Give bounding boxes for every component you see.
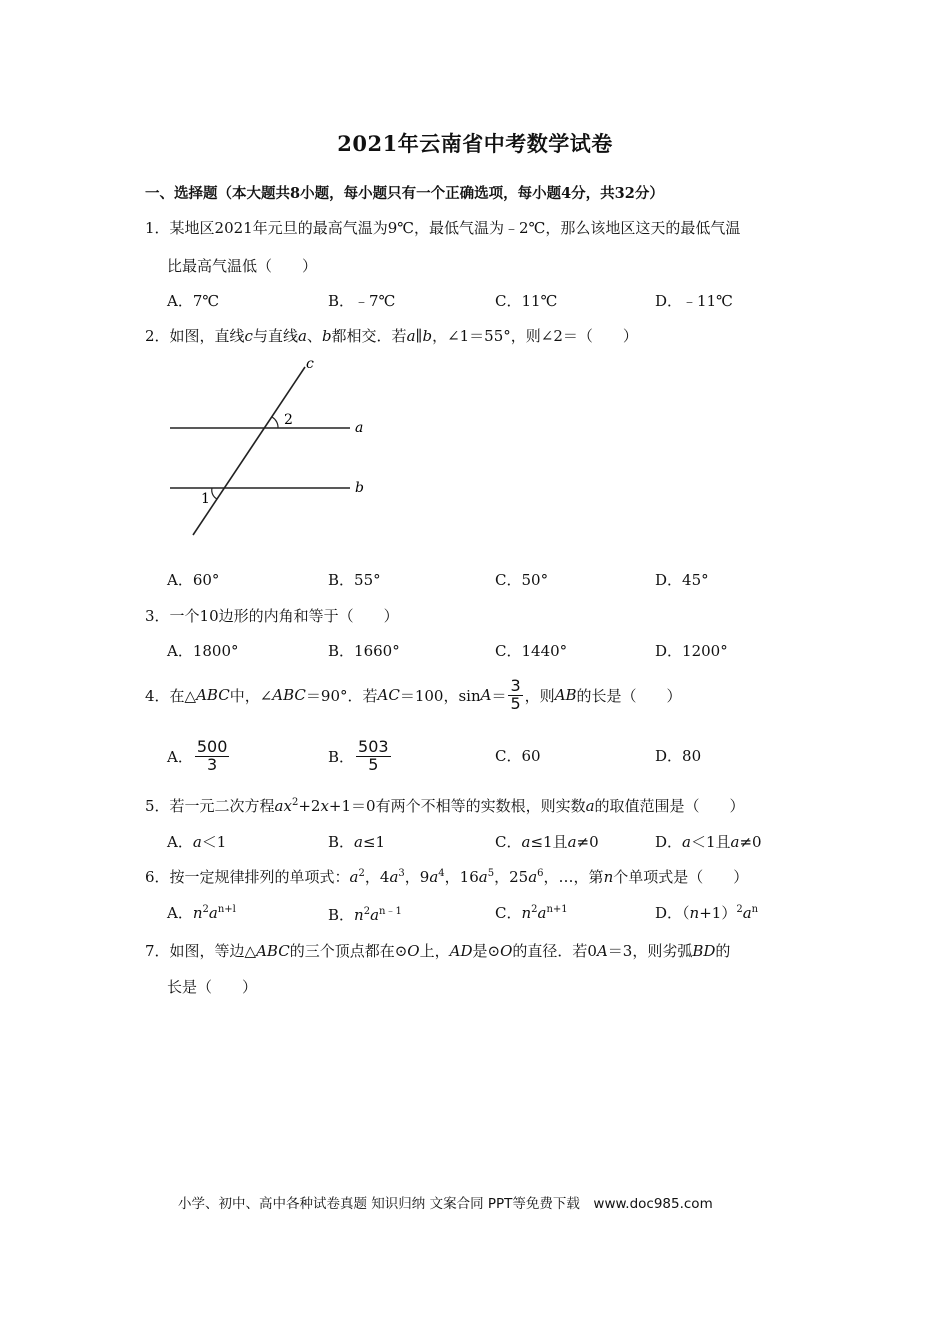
q7-var-abc: ABC	[256, 942, 290, 960]
q4-option-a-label: A．	[167, 747, 193, 766]
q2-option-a: A．60°	[167, 571, 220, 589]
angle-1-arc	[212, 488, 217, 499]
q6-var-n: n	[603, 868, 614, 886]
q7-var-o2: O	[500, 942, 513, 960]
q6-term-4-var: a	[478, 868, 488, 886]
q6-option-d-sup2: n	[751, 904, 759, 915]
q6-option-c-sup1: 2	[531, 904, 538, 915]
q5-text-2: +1＝0有两个不相等的实数根，则实数	[328, 797, 586, 815]
q6-option-c-a: a	[537, 904, 547, 922]
q2-figure	[160, 352, 380, 542]
q5-option-d-text: ＜1且	[690, 833, 731, 851]
q1-option-c: C．11℃	[495, 292, 558, 310]
q6-term-3-coef: 9	[419, 868, 430, 886]
q5-option-a-text: ＜1	[201, 833, 227, 851]
q7-text-4: 是⊙	[472, 942, 501, 960]
q4-fraction	[508, 675, 522, 713]
q4-text-6: 的长是（ ）	[576, 686, 682, 705]
q3-option-b: B．1660°	[328, 642, 400, 660]
q6-ellipsis: …	[558, 868, 574, 886]
q6-option-a-label: A．	[167, 904, 193, 922]
q5-option-c-text: ≤1且	[530, 833, 568, 851]
q2-text-2: 与直线	[252, 327, 298, 345]
q5-option-c	[495, 831, 599, 852]
q2-var-a: a	[297, 327, 307, 345]
q2-stem	[145, 325, 638, 346]
q5-option-d	[655, 831, 762, 852]
q5-option-b	[328, 831, 385, 852]
q4-option-b-num: 503	[358, 736, 389, 756]
q6-sep-4: ，	[494, 868, 510, 886]
q4-option-b-den: 5	[368, 754, 379, 774]
q3-option-d: D．1200°	[655, 642, 728, 660]
q6-option-b-n: n	[354, 906, 364, 924]
q5-option-d-text2: ≠0	[739, 833, 762, 851]
q6-term-5-var: a	[528, 868, 538, 886]
q2-text-3: 都相交．若	[331, 327, 407, 345]
q5-option-d-var2: a	[730, 833, 740, 851]
q4-option-a-fraction	[195, 736, 230, 774]
q6-term-1-exp: 2	[358, 868, 365, 879]
q5-option-c-var2: a	[567, 833, 577, 851]
q1-line1: 1．某地区2021年元旦的最高气温为9℃，最低气温为﹣2℃，那么该地区这天的最低气温	[145, 219, 741, 237]
q2-cond-b: b	[422, 327, 433, 345]
q1-option-b: B．﹣7℃	[328, 292, 396, 310]
q5-text-1: 5．若一元二次方程	[145, 797, 275, 815]
q7-text-3: 上，	[419, 942, 450, 960]
q6-sep-3: ，	[444, 868, 460, 886]
q5-text-3: 的取值范围是（ ）	[594, 797, 745, 815]
q7-text-6: ＝3，则劣弧	[607, 942, 693, 960]
q2-option-c: C．50°	[495, 571, 549, 589]
page-title: 2021年云南省中考数学试卷	[337, 131, 613, 156]
q6-option-b-a: a	[370, 906, 380, 924]
q7-var-o1: O	[407, 942, 420, 960]
q6-option-d-plus: +1）	[699, 904, 737, 922]
footer-text: 小学、初中、高中各种试卷真题 知识归纳 文案合同 PPT等免费下载 www.doc985.com	[178, 1196, 713, 1212]
q6-term-2-var: a	[389, 868, 399, 886]
q4-stem	[145, 673, 682, 717]
q5-option-b-label: B．	[328, 833, 355, 851]
q2-parallel: ∥	[415, 327, 423, 345]
q7-zero: 0	[587, 942, 597, 960]
q6-option-b	[328, 902, 402, 925]
q2-text-sep: 、	[306, 327, 322, 345]
q7-text-5: 的直径．若	[512, 942, 588, 960]
label-b: b	[355, 480, 364, 496]
q4-text-5: ，则	[524, 686, 555, 705]
q6-term-2-exp: 3	[398, 868, 405, 879]
q6-option-d-sup1: 2	[736, 904, 743, 915]
q4-option-b-fraction	[356, 736, 391, 774]
q3-option-c: C．1440°	[495, 642, 568, 660]
q6-option-d-a: a	[742, 904, 752, 922]
label-a: a	[355, 420, 364, 436]
q6-option-d-label: D．	[655, 904, 683, 922]
q6-text-1: 6．按一定规律排列的单项式：	[145, 868, 350, 886]
q4-option-b	[328, 734, 393, 778]
q5-plus: +2	[298, 797, 321, 815]
q4-text-3: ＝90°．若	[305, 686, 378, 705]
q1-option-d: D．﹣11℃	[655, 292, 733, 310]
q6-term-4-exp: 5	[487, 868, 495, 879]
line-c	[193, 367, 305, 535]
q4-var-ab: AB	[554, 686, 577, 704]
q6-sep-5: ，	[543, 868, 559, 886]
q6-option-a	[167, 902, 236, 923]
q5-option-c-text2: ≠0	[576, 833, 599, 851]
q6-term-2-coef: 4	[379, 868, 390, 886]
q5-option-b-text: ≤1	[362, 833, 386, 851]
q6-term-4-coef: 16	[459, 868, 479, 886]
q6-sep-2: ，	[404, 868, 420, 886]
q3-option-a: A．1800°	[167, 642, 239, 660]
q6-term-5-coef: 25	[509, 868, 529, 886]
q6-sep-1: ，	[364, 868, 380, 886]
q6-term-1-var: a	[349, 868, 359, 886]
q5-option-c-var: a	[521, 833, 531, 851]
q2-var-c: c	[244, 327, 253, 345]
q4-option-a-num: 500	[196, 736, 228, 756]
q4-var-ac: AC	[377, 686, 400, 704]
q6-option-a-a: a	[208, 904, 218, 922]
q5-option-b-var: a	[354, 833, 363, 851]
q6-option-a-sup1: 2	[202, 904, 209, 915]
q6-text-3: 个单项式是（ ）	[613, 868, 749, 886]
q2-text-1: 2．如图，直线	[145, 327, 245, 345]
q4-var-a: A	[480, 686, 492, 704]
q6-option-d-open: （	[682, 904, 690, 922]
q5-option-a-label: A．	[167, 833, 193, 851]
q6-term-3-exp: 4	[438, 868, 445, 879]
q6-text-2: ，第	[573, 868, 604, 886]
q6-option-c-label: C．	[495, 904, 522, 922]
q6-option-a-n: n	[192, 904, 203, 922]
label-angle-2: 2	[284, 412, 293, 428]
q4-frac-den: 5	[510, 693, 521, 713]
q6-term-5-exp: 6	[537, 868, 544, 879]
q5-var-ax: ax	[274, 797, 292, 815]
q2-option-b: B．55°	[328, 571, 381, 589]
q4-option-b-label: B．	[328, 747, 355, 766]
q6-term-3-var: a	[429, 868, 439, 886]
q6-option-c-n: n	[521, 904, 532, 922]
q6-option-d	[655, 902, 758, 923]
q7-line1	[145, 940, 730, 961]
q5-var-x: x	[320, 797, 329, 815]
q7-text-7: 的	[715, 942, 731, 960]
q5-option-d-label: D．	[655, 833, 683, 851]
q1-line2: 比最高气温低（ ）	[167, 257, 318, 275]
q1-option-a: A．7℃	[167, 292, 220, 310]
q4-option-a-den: 3	[207, 754, 218, 774]
q5-option-d-var: a	[682, 833, 691, 851]
q5-option-c-label: C．	[495, 833, 522, 851]
q7-var-bd: BD	[692, 942, 716, 960]
q4-text-2: 中，∠	[229, 686, 273, 705]
q6-option-a-sup2: n+l	[217, 904, 236, 915]
q2-option-d: D．45°	[655, 571, 709, 589]
q5-stem	[145, 795, 745, 816]
q4-text-1: 4．在△	[145, 686, 197, 705]
angle-2-arc	[272, 417, 278, 428]
q6-option-c-sup2: n+1	[546, 904, 568, 915]
q4-var-abc2: ABC	[272, 686, 306, 704]
q5-option-a	[167, 831, 226, 852]
q6-stem	[145, 866, 748, 887]
q2-cond-a: a	[406, 327, 416, 345]
label-angle-1: 1	[201, 491, 210, 507]
q5-option-a-var: a	[192, 833, 202, 851]
q4-option-c: C．60	[495, 747, 541, 765]
q7-var-a: A	[596, 942, 608, 960]
q4-option-d: D．80	[655, 747, 702, 765]
label-c: c	[306, 356, 314, 372]
q6-option-d-n: n	[689, 904, 700, 922]
q3-stem: 3．一个10边形的内角和等于（ ）	[145, 607, 399, 625]
q7-text-2: 的三个顶点都在⊙	[289, 942, 408, 960]
q7-var-ad: AD	[449, 942, 473, 960]
q7-line2: 长是（ ）	[167, 978, 258, 996]
q6-option-b-sup1: 2	[363, 906, 371, 917]
q4-eq: ＝	[491, 686, 507, 705]
q2-text-4: ，∠1＝55°，则∠2＝（ ）	[432, 327, 638, 345]
q6-option-c	[495, 902, 568, 923]
q5-var-a: a	[585, 797, 595, 815]
q2-var-b: b	[321, 327, 332, 345]
q7-text-1: 7．如图，等边△	[145, 942, 257, 960]
q4-option-a	[167, 734, 231, 778]
q4-var-abc: ABC	[196, 686, 230, 704]
section-heading: 一、选择题（本大题共8小题，每小题只有一个正确选项，每小题4分，共32分）	[145, 185, 664, 202]
q4-text-4: ＝100，sin	[399, 686, 481, 705]
q6-option-b-label: B．	[328, 906, 355, 924]
q6-option-b-sup2: n﹣1	[379, 906, 402, 917]
q5-exp: 2	[291, 797, 299, 808]
q4-frac-num: 3	[510, 675, 521, 695]
